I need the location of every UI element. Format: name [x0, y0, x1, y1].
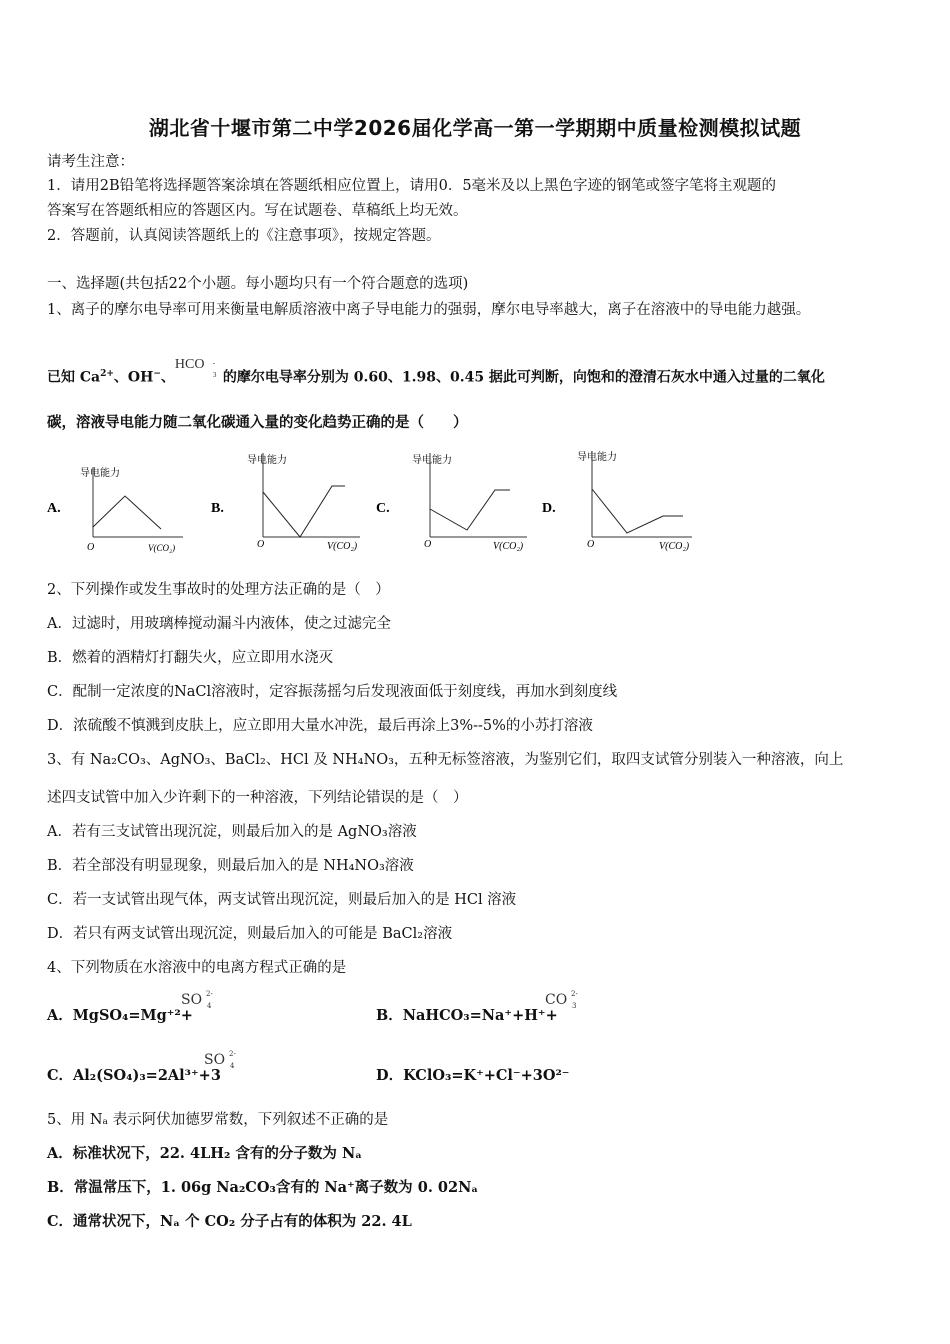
so4-formula-c: SO 2- 4: [204, 1050, 236, 1070]
q5-option-b: B．常温常压下，1. 06g Na₂CO₃含有的 Na⁺离子数为 0. 02Nₐ: [47, 1179, 479, 1196]
q1-line3: 碳，溶液导电能力随二氧化碳通入量的变化趋势正确的是（ ）: [47, 414, 468, 431]
q3-stem-line1: 3、有 Na₂CO₃、AgNO₃、BaCl₂、HCl 及 NH₄NO₃，五种无标签溶液，为鉴别它们，取四支试管分别装入一种溶液，向上: [47, 752, 844, 768]
q4-option-a: A．MgSO₄=Mg⁺²+: [47, 1007, 193, 1024]
q2-stem: 2、下列操作或发生事故时的处理方法正确的是（ ）: [47, 582, 390, 598]
graph-b-label: B.: [211, 501, 224, 516]
q1-line2: 已知 $Ca^{2+}$、OH−、HCO 3 - 的摩尔电导率分别为 0.60、1.98、0.45 据此可判断，向饱和的澄清石灰水中通入过量的二氧化: [47, 356, 825, 386]
notice-heading: 请考生注意：: [47, 154, 134, 170]
q5-option-c: C．通常状况下，Nₐ 个 CO₂ 分子占有的体积为 22. 4L: [47, 1213, 412, 1230]
graph-d-curve: [592, 489, 683, 533]
graph-c-origin: O: [424, 539, 432, 550]
notice-line1a: 1．请用2B铅笔将选择题答案涂填在答题纸相应位置上，请用0．5毫米及以上黑色字迹的钢笔或签字笔将主观题的: [47, 178, 777, 194]
graph-a-ylabel: 导电能力: [80, 468, 120, 479]
q4-option-d: D．KClO₃=K⁺+Cl⁻+3O²⁻: [376, 1067, 570, 1084]
q3-option-d: D．若只有两支试管出现沉淀，则最后加入的可能是 BaCl₂溶液: [47, 926, 453, 942]
so4-formula-a: SO 2- 4: [181, 990, 213, 1010]
graph-c-ylabel: 导电能力: [412, 455, 452, 466]
q3-option-b: B．若全部没有明显现象，则最后加入的是 NH₄NO₃溶液: [47, 858, 414, 874]
graph-a-label: A.: [47, 501, 61, 516]
q5-option-a: A．标准状况下，22. 4LH₂ 含有的分子数为 Nₐ: [47, 1145, 362, 1162]
co3-formula-b: CO 2- 3: [545, 990, 578, 1010]
q2-option-d: D．浓硫酸不慎溅到皮肤上，应立即用大量水冲洗，最后再涂上3%--5%的小苏打溶液: [47, 718, 593, 734]
graph-d-ylabel: 导电能力: [577, 452, 617, 463]
q1-graphs: [40, 445, 920, 560]
graph-c-curve: [430, 490, 510, 530]
q2-option-b: B．燃着的酒精灯打翻失火，应立即用水浇灭: [47, 650, 334, 666]
graph-b-curve: [263, 486, 345, 537]
graph-c-label: C.: [376, 501, 390, 516]
graph-d-origin: O: [587, 539, 595, 550]
graph-b-xlabel: V(CO₂): [327, 541, 358, 552]
graph-a-xlabel: V(CO₂): [148, 543, 176, 553]
graph-c: [376, 453, 527, 552]
graph-b: [211, 453, 360, 552]
graph-d-label: D.: [542, 501, 556, 516]
q3-option-c: C．若一支试管出现气体，两支试管出现沉淀，则最后加入的是 HCl 溶液: [47, 892, 517, 908]
q4-option-c: C．Al₂(SO₄)₃=2Al³⁺+3: [47, 1067, 221, 1084]
q4-stem: 4、下列物质在水溶液中的电离方程式正确的是: [47, 960, 347, 976]
q1-line1: 1、离子的摩尔电导率可用来衡量电解质溶液中离子导电能力的强弱，摩尔电导率越大，离子在溶液中的导电能力越强。: [47, 302, 811, 318]
graph-d-xlabel: V(CO₂): [659, 541, 690, 552]
notice-line1b: 答案写在答题纸相应的答题区内。写在试题卷、草稿纸上均无效。: [47, 203, 468, 219]
graph-b-ylabel: 导电能力: [247, 455, 287, 466]
graph-a: [47, 466, 183, 553]
q2-option-a: A．过滤时，用玻璃棒搅动漏斗内液体，使之过滤完全: [47, 616, 391, 632]
graph-a-origin: O: [87, 542, 95, 553]
graph-d: [542, 450, 692, 552]
graph-a-curve: [93, 496, 161, 529]
graph-c-xlabel: V(CO₂): [493, 541, 524, 552]
q3-option-a: A．若有三支试管出现沉淀，则最后加入的是 AgNO₃溶液: [47, 824, 417, 840]
q2-option-c: C．配制一定浓度的NaCl溶液时，定容振荡摇匀后发现液面低于刻度线，再加水到刻度线: [47, 684, 618, 700]
graph-b-origin: O: [257, 539, 265, 550]
q3-stem-line2: 述四支试管中加入少许剩下的一种溶液，下列结论错误的是（ ）: [47, 790, 468, 806]
page-title: 湖北省十堰市第二中学2026届化学高一第一学期期中质量检测模拟试题: [148, 116, 802, 140]
q5-stem: 5、用 Nₐ 表示阿伏加德罗常数，下列叙述不正确的是: [47, 1112, 389, 1128]
section-heading: 一、选择题(共包括22个小题。每小题均只有一个符合题意的选项): [47, 276, 469, 292]
hco3-formula: HCO 3 -: [174, 356, 217, 379]
notice-line2: 2．答题前，认真阅读答题纸上的《注意事项》，按规定答题。: [47, 228, 441, 244]
q4-option-b: B．NaHCO₃=Na⁺+H⁺+: [376, 1007, 558, 1024]
